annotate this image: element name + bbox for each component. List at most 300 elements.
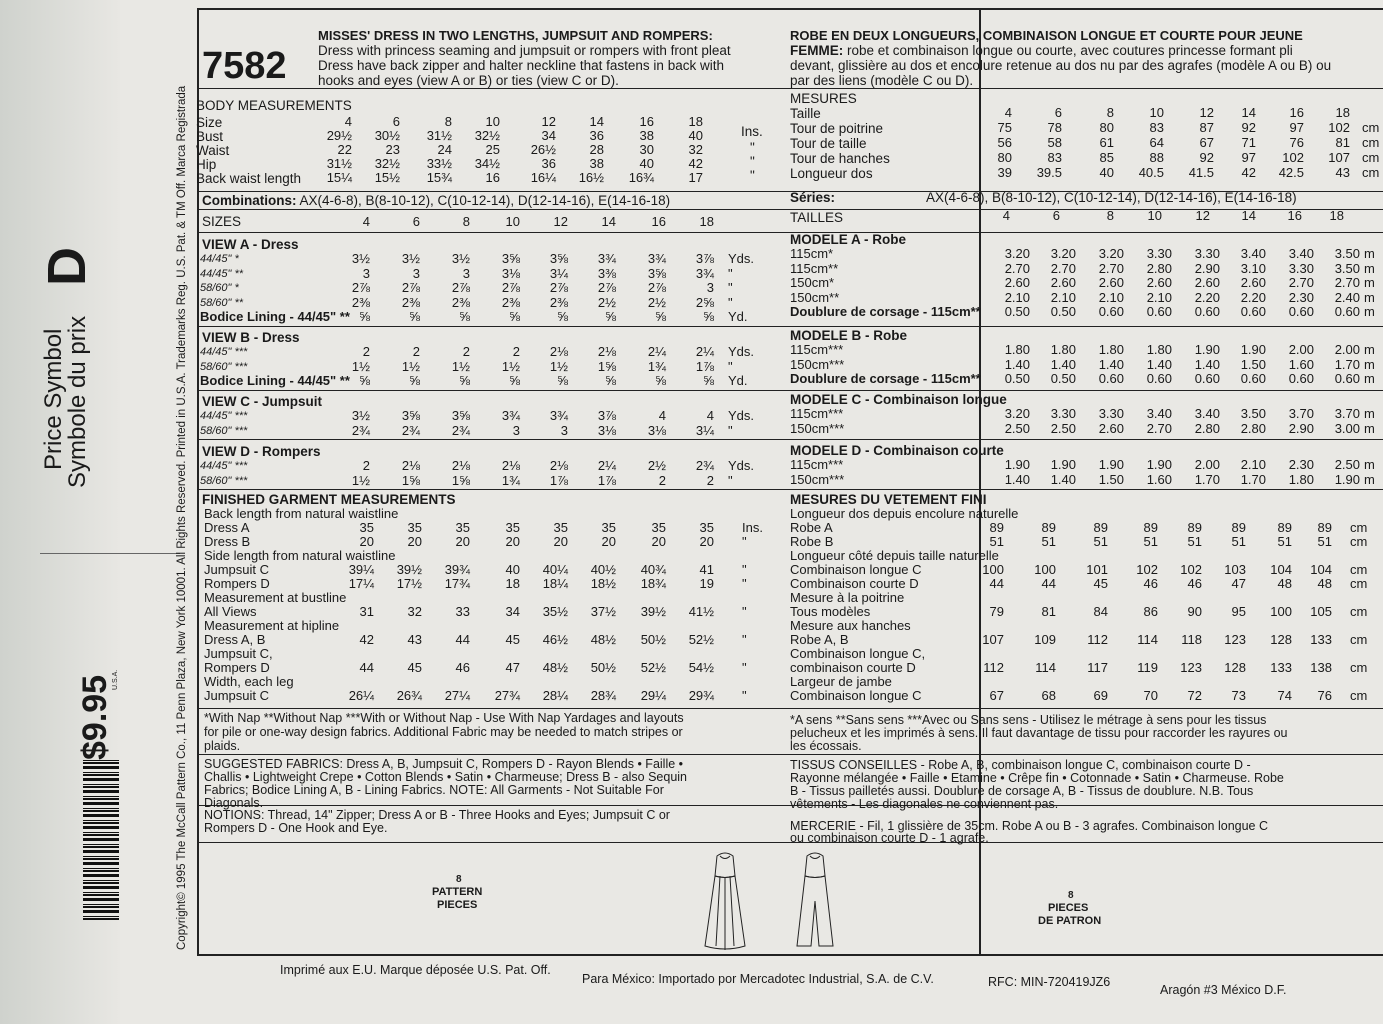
mvf-value: 89 — [1317, 520, 1332, 535]
en-fabrics-2: Challis • Lightweight Crepe • Cotton Blends • Satin • Charmeuse; Dress B - also Sequin — [204, 770, 688, 784]
mvf-value: 46 — [1187, 576, 1202, 591]
fr-tissus-3: B - Tissus pailletés aussi. Doublure de corsage A, B - Tissus de doublure. N.B. Tous — [790, 784, 1254, 798]
fr-body-label: Longueur dos — [790, 166, 873, 181]
en-yardage-value: 2⅜ — [351, 294, 370, 310]
en-yardage-unit: Yd. — [728, 309, 748, 324]
fr-yardage-value: 3.30 — [1146, 246, 1172, 261]
mvf-value: 44 — [1041, 576, 1056, 591]
fr-body-sizes-value: 18 — [1335, 105, 1350, 120]
fr-yardage-value: 1.90 — [1240, 342, 1266, 357]
fr-yardage-unit: m — [1364, 471, 1375, 487]
garment-illustration — [690, 846, 860, 956]
fgm-value: 26¾ — [396, 688, 422, 703]
fr-yardage-value: 2.30 — [1288, 457, 1314, 472]
fgm-unit: " — [742, 534, 747, 549]
mvf-value: 51 — [1317, 534, 1332, 549]
fgm-value: 54½ — [688, 660, 714, 675]
fr-yardage-value: 2.60 — [1050, 275, 1076, 290]
fr-yardage-value: 3.40 — [1146, 406, 1172, 421]
fr-yardage-value: 2.70 — [1098, 260, 1124, 276]
fr-yardage-value: 1.90 — [1334, 471, 1360, 487]
tailles-header-value: 16 — [1287, 208, 1302, 223]
sizes-header-value: 10 — [505, 214, 520, 229]
en-desc-1: Dress with princess seaming and jumpsuit or rompers with front pleat — [318, 43, 731, 58]
tailles-header-value: 10 — [1147, 208, 1162, 223]
en-body-bwl-value: 16½ — [578, 170, 604, 185]
en-body-waist-value: 30 — [639, 142, 654, 157]
mvf-value: 103 — [1224, 562, 1246, 577]
en-yardage-value: ⅝ — [605, 309, 616, 324]
fr-pieces-2: DE PATRON — [1038, 915, 1102, 927]
fr-body-sizes-value: 4 — [1004, 105, 1012, 120]
mvf-unit: cm — [1350, 576, 1368, 591]
fgm-value: 29¼ — [640, 688, 666, 703]
en-view-title: VIEW D - Rompers — [202, 444, 321, 459]
fr-yardage-value: 2.80 — [1240, 420, 1266, 436]
tailles-header-value: 12 — [1195, 208, 1210, 223]
fr-body-hanches-value: 102 — [1282, 150, 1304, 165]
fr-yardage-value: 2.30 — [1288, 289, 1314, 305]
fr-yardage-row-label: Doublure de corsage - 115cm** — [790, 371, 981, 386]
en-body-hip-value: 33½ — [426, 156, 452, 171]
fr-yardage-value: 1.70 — [1334, 356, 1360, 372]
en-yardage-row-label: 58/60" ** — [200, 296, 244, 309]
en-yardage-value: 2⅜ — [401, 294, 420, 310]
fr-yardage-value: 3.00 — [1334, 420, 1360, 436]
fr-tissus-1: TISSUS CONSEILLES - Robe A, B, combinaison longue C, combinaison courte D - — [790, 758, 1251, 772]
fr-pieces-count: 8 — [1068, 890, 1074, 901]
en-yardage-row-label: 44/45" ** — [200, 267, 244, 280]
fr-yardage-value: 2.60 — [1004, 275, 1030, 290]
en-yardage-unit: " — [728, 265, 733, 281]
footer-3: RFC: MIN-720419JZ6 — [988, 975, 1111, 989]
en-body-waist-value: 25 — [485, 142, 500, 157]
fr-yardage-value: 2.90 — [1194, 260, 1220, 276]
en-body-waist-value: 22 — [337, 142, 352, 157]
fr-yardage-value: 2.60 — [1240, 275, 1266, 290]
en-yardage-value: 2⅞ — [351, 280, 370, 295]
fr-yardage-value: 0.60 — [1288, 371, 1314, 386]
en-yardage-value: 1⅞ — [597, 472, 616, 488]
fr-body-dos-value: 42.5 — [1278, 165, 1304, 180]
tailles-header-value: 4 — [1002, 208, 1010, 223]
en-pieces-2: PIECES — [437, 899, 478, 911]
en-yardage-value: 1½ — [549, 358, 568, 374]
fr-yardage-value: 2.50 — [1050, 420, 1076, 436]
fr-body-taille_t-value: 81 — [1335, 135, 1350, 150]
en-yardage-value: 2¾ — [451, 422, 470, 438]
en-body-bust-value: 32½ — [474, 128, 500, 143]
mvf-value: 48 — [1317, 576, 1332, 591]
en-body-sizes-value: 14 — [589, 114, 604, 129]
en-yardage-unit: Yds. — [728, 251, 755, 266]
fgm-value: 20 — [651, 534, 666, 549]
fr-body-poitrine-value: 83 — [1149, 120, 1164, 135]
mvf-value: 100 — [1270, 604, 1292, 619]
fr-pieces-1: PIECES — [1048, 902, 1089, 914]
fr-yardage-value: 3.50 — [1240, 406, 1266, 421]
mvf-value: 89 — [989, 520, 1004, 535]
fr-body-poitrine-value: 78 — [1047, 120, 1062, 135]
mvf-row-label: Tous modèles — [790, 604, 871, 619]
fr-yardage-row-label: 150cm*** — [790, 420, 845, 436]
fgm-value: 27¾ — [494, 688, 520, 703]
en-body-label: Back waist length — [196, 171, 302, 186]
mvf-value: 128 — [1224, 660, 1246, 675]
en-yardage-value: 3⅞ — [597, 408, 616, 423]
series-value: AX(4-6-8), B(8-10-12), C(10-12-14), D(12-14-16), E(14-16-18) — [926, 190, 1297, 205]
body-measurements-heading: BODY MEASUREMENTS — [196, 98, 352, 113]
footer-2: Para México: Importado por Mercadotec Industrial, S.A. de C.V. — [582, 972, 934, 986]
fr-yardage-value: 1.40 — [1146, 356, 1172, 372]
en-fabrics-4: Diagonals. — [204, 796, 264, 810]
fr-body-dos-value: 42 — [1241, 165, 1256, 180]
fgm-value: 46 — [455, 660, 470, 675]
mvf-value: 112 — [983, 660, 1004, 675]
sizes-header-value: 12 — [553, 214, 568, 229]
mvf-value: 117 — [1087, 660, 1108, 675]
mvf-value: 112 — [1087, 632, 1108, 647]
fr-yardage-value: 0.50 — [1004, 371, 1030, 386]
en-yardage-value: ⅝ — [409, 373, 420, 388]
fgm-value: 35 — [651, 520, 666, 535]
en-body-sizes-value: 6 — [392, 114, 400, 129]
tailles-header-value: 18 — [1329, 208, 1344, 223]
fr-yardage-value: 2.00 — [1288, 342, 1314, 357]
mvf-value: 133 — [1270, 660, 1292, 675]
fgm-value: 20 — [553, 534, 568, 549]
fr-yardage-value: 3.70 — [1288, 406, 1314, 421]
fr-body-hanches-value: 80 — [997, 150, 1012, 165]
fgm-row-label: Width, each leg — [204, 674, 294, 689]
mvf-row-label: Longueur côté depuis taille naturelle — [790, 548, 999, 563]
en-nap-1: *With Nap **Without Nap ***With or Without Nap - Use With Nap Yardages and layouts — [204, 711, 684, 725]
en-yardage-value: 2 — [658, 472, 666, 488]
mvf-value: 45 — [1093, 576, 1108, 591]
mvf-unit: cm — [1350, 688, 1368, 703]
en-yardage-value: 2⅛ — [549, 344, 568, 359]
fr-body-dos-value: 40 — [1099, 165, 1114, 180]
en-yardage-value: 2⅜ — [501, 294, 520, 310]
en-body-waist-value: 26½ — [530, 142, 556, 157]
en-yardage-value: 2¾ — [401, 422, 420, 438]
fr-yardage-value: 2.80 — [1146, 260, 1172, 276]
mvf-unit: cm — [1350, 632, 1368, 647]
en-yardage-value: 2⅛ — [501, 458, 520, 473]
fr-yardage-value: 0.60 — [1194, 371, 1220, 386]
fr-mercerie-1: MERCERIE - Fil, 1 glissière de 35cm. Robe A ou B - 3 agrafes. Combinaison longue C — [790, 819, 1268, 833]
en-body-ditto: " — [750, 140, 755, 155]
fgm-value: 32 — [407, 604, 422, 619]
en-yardage-row-label: 44/45" *** — [200, 410, 248, 422]
fr-yardage-value: 2.60 — [1146, 275, 1172, 290]
en-yardage-value: 1¾ — [647, 358, 666, 374]
fr-yardage-value: 2.70 — [1050, 260, 1076, 276]
fr-yardage-value: 3.50 — [1334, 260, 1360, 276]
fr-yardage-unit: m — [1364, 371, 1375, 386]
mvf-value: 81 — [1041, 604, 1056, 619]
sizes-header-value: 14 — [601, 214, 616, 229]
fr-yardage-row-label: 115cm* — [790, 246, 834, 261]
fold-line — [40, 553, 180, 554]
mvf-value: 109 — [1034, 632, 1056, 647]
fgm-value: 47 — [505, 660, 520, 675]
fr-yardage-value: 2.10 — [1098, 289, 1124, 305]
en-body-label: Waist — [196, 143, 230, 158]
mvf-row-label: Longueur dos depuis encolure naturelle — [790, 506, 1019, 521]
fr-yardage-value: 1.50 — [1098, 471, 1124, 487]
fr-body-hanches-value: 85 — [1099, 150, 1114, 165]
fr-yardage-value: 1.40 — [1050, 356, 1076, 372]
fr-yardage-value: 3.50 — [1334, 246, 1360, 261]
en-yardage-value: 2½ — [597, 294, 616, 310]
fr-yardage-value: 2.90 — [1288, 420, 1314, 436]
fgm-value: 35 — [699, 520, 714, 535]
en-pieces-1: PATTERN — [432, 886, 483, 898]
en-yardage-value: 1⅝ — [451, 472, 470, 488]
mvf-value: 47 — [1231, 576, 1246, 591]
fr-yardage-row-label: 150cm** — [790, 289, 840, 305]
fr-yardage-value: 3.30 — [1098, 406, 1124, 421]
en-body-bwl-value: 15¾ — [426, 170, 452, 185]
fr-tissus-4: vêtements - Les diagonales ne conviennent pas. — [790, 797, 1059, 811]
en-body-hip-value: 36 — [541, 156, 556, 171]
fgm-row-label: Dress B — [204, 534, 251, 549]
fr-tissus-2: Rayonne mélangée • Faille • Etamine • Crêpe fin • Cotonnade • Satin • Charmeuse. Robe — [790, 771, 1284, 785]
fgm-value: 50½ — [640, 632, 666, 647]
mvf-value: 51 — [1093, 534, 1108, 549]
fr-body-sizes-value: 6 — [1054, 105, 1062, 120]
mvf-unit: cm — [1350, 520, 1368, 535]
en-yardage-value: 2⅜ — [549, 294, 568, 310]
en-yardage-value: 2⅛ — [401, 458, 420, 473]
en-body-bust-value: 36 — [589, 128, 604, 143]
mvf-value: 89 — [1187, 520, 1202, 535]
fgm-value: 20 — [505, 534, 520, 549]
fr-body-taille_t-value: 67 — [1199, 135, 1214, 150]
fr-yardage-value: 1.80 — [1004, 342, 1030, 357]
fr-yardage-row-label: 115cm*** — [790, 406, 844, 421]
mvf-value: 119 — [1137, 660, 1158, 675]
fr-yardage-row-label: 150cm*** — [790, 356, 845, 372]
fgm-unit: " — [742, 660, 747, 675]
fr-yardage-value: 2.10 — [1050, 289, 1076, 305]
en-yardage-value: 3½ — [351, 408, 370, 423]
mvf-value: 89 — [1041, 520, 1056, 535]
fgm-value: 39½ — [640, 604, 666, 619]
mvf-value: 89 — [1143, 520, 1158, 535]
en-yardage-value: 3 — [412, 265, 420, 281]
fgm-value: 52½ — [640, 660, 666, 675]
en-yardage-value: 1¾ — [501, 472, 520, 488]
fr-yardage-value: 3.40 — [1288, 246, 1314, 261]
price: $9.95 — [76, 674, 114, 760]
fr-body-unit: cm — [1362, 165, 1380, 180]
fr-yardage-value: 2.10 — [1004, 289, 1030, 305]
fr-yardage-value: 3.20 — [1050, 246, 1076, 261]
mvf-row-label: Combinaison longue C — [790, 562, 922, 577]
fr-yardage-value: 1.60 — [1288, 356, 1314, 372]
en-yardage-value: 2¼ — [647, 344, 666, 359]
fr-yardage-unit: m — [1364, 342, 1375, 357]
fr-yardage-unit: m — [1364, 356, 1375, 372]
fr-title-1: ROBE EN DEUX LONGUEURS, COMBINAISON LONGUE ET COURTE POUR JEUNE — [790, 28, 1303, 43]
mvf-value: 133 — [1310, 632, 1332, 647]
fr-yardage-value: 2.10 — [1146, 289, 1172, 305]
fr-yardage-value: 2.00 — [1334, 342, 1360, 357]
en-body-hip-value: 42 — [688, 156, 703, 171]
fr-yardage-value: 1.90 — [1146, 457, 1172, 472]
mvf-value: 89 — [1231, 520, 1246, 535]
fr-body-sizes-value: 12 — [1199, 105, 1214, 120]
pattern-number: 7582 — [202, 45, 287, 87]
fgm-value: 43 — [407, 632, 422, 647]
fr-desc-2: devant, glissière au dos et encolure retenue au dos nu par des agrafes (modèle A ou B) ou — [790, 58, 1332, 73]
fgm-value: 39½ — [396, 562, 422, 577]
en-pieces-count: 8 — [456, 874, 462, 885]
en-yardage-value: 3⅝ — [647, 265, 666, 281]
mvf-row-label: Robe A, B — [790, 632, 849, 647]
en-yardage-row-label: Bodice Lining - 44/45" ** — [200, 373, 350, 388]
fr-body-unit: cm — [1362, 150, 1380, 165]
mvf-value: 73 — [1231, 688, 1246, 703]
fr-body-sizes-value: 10 — [1149, 105, 1164, 120]
fr-body-taille_t-value: 64 — [1149, 135, 1164, 150]
fr-yardage-value: 2.00 — [1194, 457, 1220, 472]
en-yardage-value: 2¼ — [597, 458, 616, 473]
fr-yardage-value: 1.50 — [1240, 356, 1266, 372]
en-body-hip-value: 31½ — [326, 156, 352, 171]
en-body-unit: Ins. — [741, 124, 763, 139]
fr-yardage-value: 3.20 — [1004, 406, 1030, 421]
mvf-value: 102 — [1136, 562, 1158, 577]
fgm-value: 35 — [553, 520, 568, 535]
en-nap-2: for pile or one-way design fabrics. Additional Fabric may be needed to match stripes or — [204, 725, 683, 739]
fr-yardage-value: 0.60 — [1098, 371, 1124, 386]
jumpsuit-drawing — [797, 853, 833, 946]
barcode — [83, 760, 119, 920]
en-body-label: Bust — [196, 129, 224, 144]
fr-yardage-value: 1.80 — [1098, 342, 1124, 357]
fgm-unit: " — [742, 562, 747, 577]
tailles-header-value: 14 — [1241, 208, 1256, 223]
fr-yardage-value: 1.90 — [1004, 457, 1030, 472]
en-yardage-value: 4 — [706, 408, 714, 423]
fr-yardage-value: 1.40 — [1194, 356, 1220, 372]
fr-body-label: Tour de hanches — [790, 151, 890, 166]
fgm-value: 45 — [505, 632, 520, 647]
fr-yardage-value: 0.60 — [1288, 304, 1314, 319]
fr-body-sizes-value: 16 — [1289, 105, 1304, 120]
en-notions-1: NOTIONS: Thread, 14" Zipper; Dress A or B - Three Hooks and Eyes; Jumpsuit C or — [204, 808, 670, 822]
fr-body-hanches-value: 83 — [1047, 150, 1062, 165]
en-yardage-value: 2⅛ — [597, 344, 616, 359]
mvf-value: 102 — [1180, 562, 1202, 577]
mvf-value: 86 — [1143, 604, 1158, 619]
en-yardage-unit: " — [728, 472, 733, 488]
en-yardage-value: 4 — [658, 408, 666, 423]
en-yardage-row-label: 44/45" *** — [200, 346, 248, 358]
fr-yardage-value: 3.30 — [1288, 260, 1314, 276]
price-letter: D — [37, 247, 97, 286]
fgm-value: 18½ — [590, 576, 616, 591]
en-body-bust-value: 34 — [541, 128, 556, 143]
fr-yardage-value: 0.50 — [1050, 304, 1076, 319]
mvf-row-label: Robe A — [790, 520, 833, 535]
fr-yardage-row-label: 115cm** — [790, 260, 839, 276]
sizes-header-value: 18 — [699, 214, 714, 229]
fr-yardage-unit: m — [1364, 304, 1375, 319]
fr-nap-3: les écossais. — [790, 739, 862, 753]
mvf-value: 70 — [1143, 688, 1158, 703]
mvf-row-label: Largeur de jambe — [790, 674, 892, 689]
en-desc-2: Dress have back zipper and halter neckline that fastens in back with — [318, 58, 724, 73]
en-body-sizes-value: 16 — [639, 114, 654, 129]
fgm-value: 42 — [359, 632, 374, 647]
en-yardage-row-label: 58/60" *** — [200, 474, 248, 487]
price-symbol-fr: Symbole du prix — [64, 315, 91, 488]
en-yardage-value: 3⅛ — [597, 422, 616, 438]
en-yardage-value: 1⅞ — [549, 472, 568, 488]
en-view-title: VIEW A - Dress — [202, 237, 299, 252]
fr-body-taille_t-value: 71 — [1241, 135, 1256, 150]
en-yardage-unit: Yds. — [728, 458, 755, 473]
fgm-value: 18¾ — [640, 576, 666, 591]
fgm-value: 20 — [601, 534, 616, 549]
en-yardage-value: 2⅞ — [549, 280, 568, 295]
en-yardage-unit: " — [728, 294, 733, 310]
fr-title-2b: robe et combinaison longue ou courte, avec coutures princesse formant pli — [843, 43, 1293, 58]
en-yardage-value: 2 — [362, 458, 370, 473]
fgm-row-label: Measurement at hipline — [204, 618, 340, 633]
mvf-value: 44 — [989, 576, 1004, 591]
fr-mercerie-2: ou combinaison courte D - 1 agrafe. — [790, 831, 989, 845]
fgm-value: 39¼ — [348, 562, 374, 577]
mvf-value: 105 — [1310, 604, 1332, 619]
en-yardage-value: 3¾ — [549, 408, 568, 423]
price-currency: U.S.A. — [112, 669, 119, 690]
en-yardage-value: ⅝ — [703, 309, 714, 324]
fr-desc-3: par des liens (modèle C ou D). — [790, 73, 974, 88]
fr-body-poitrine-value: 75 — [997, 120, 1012, 135]
en-body-hip-value: 40 — [639, 156, 654, 171]
en-yardage-value: 2⅞ — [501, 280, 520, 295]
fgm-value: 20 — [699, 534, 714, 549]
en-yardage-value: ⅝ — [359, 373, 370, 388]
en-yardage-value: 1½ — [401, 358, 420, 374]
tailles-label: TAILLES — [790, 210, 844, 225]
fr-body-taille_t-value: 56 — [997, 135, 1012, 150]
en-yardage-value: 3⅛ — [501, 265, 520, 281]
fgm-value: 35½ — [542, 604, 568, 619]
fr-body-taille_t-value: 58 — [1047, 135, 1062, 150]
mvf-value: 46 — [1143, 576, 1158, 591]
en-yardage-value: 2⅞ — [401, 280, 420, 295]
en-yardage-value: 3⅝ — [549, 251, 568, 266]
fr-yardage-value: 0.60 — [1146, 304, 1172, 319]
dress-drawing — [705, 853, 745, 950]
mvf-value: 107 — [982, 632, 1004, 647]
fgm-value: 19 — [699, 576, 714, 591]
fgm-value: 45 — [407, 660, 422, 675]
en-fabrics-1: SUGGESTED FABRICS: Dress A, B, Jumpsuit C, Rompers D - Rayon Blends • Faille • — [204, 757, 684, 771]
en-yardage-row-label: Bodice Lining - 44/45" ** — [200, 309, 350, 324]
fr-yardage-unit: m — [1364, 406, 1375, 421]
mvf-row-label: Combinaison longue C — [790, 688, 922, 703]
en-body-ditto: " — [750, 154, 755, 169]
fgm-value: 17¼ — [348, 576, 374, 591]
fgm-value: 50½ — [590, 660, 616, 675]
